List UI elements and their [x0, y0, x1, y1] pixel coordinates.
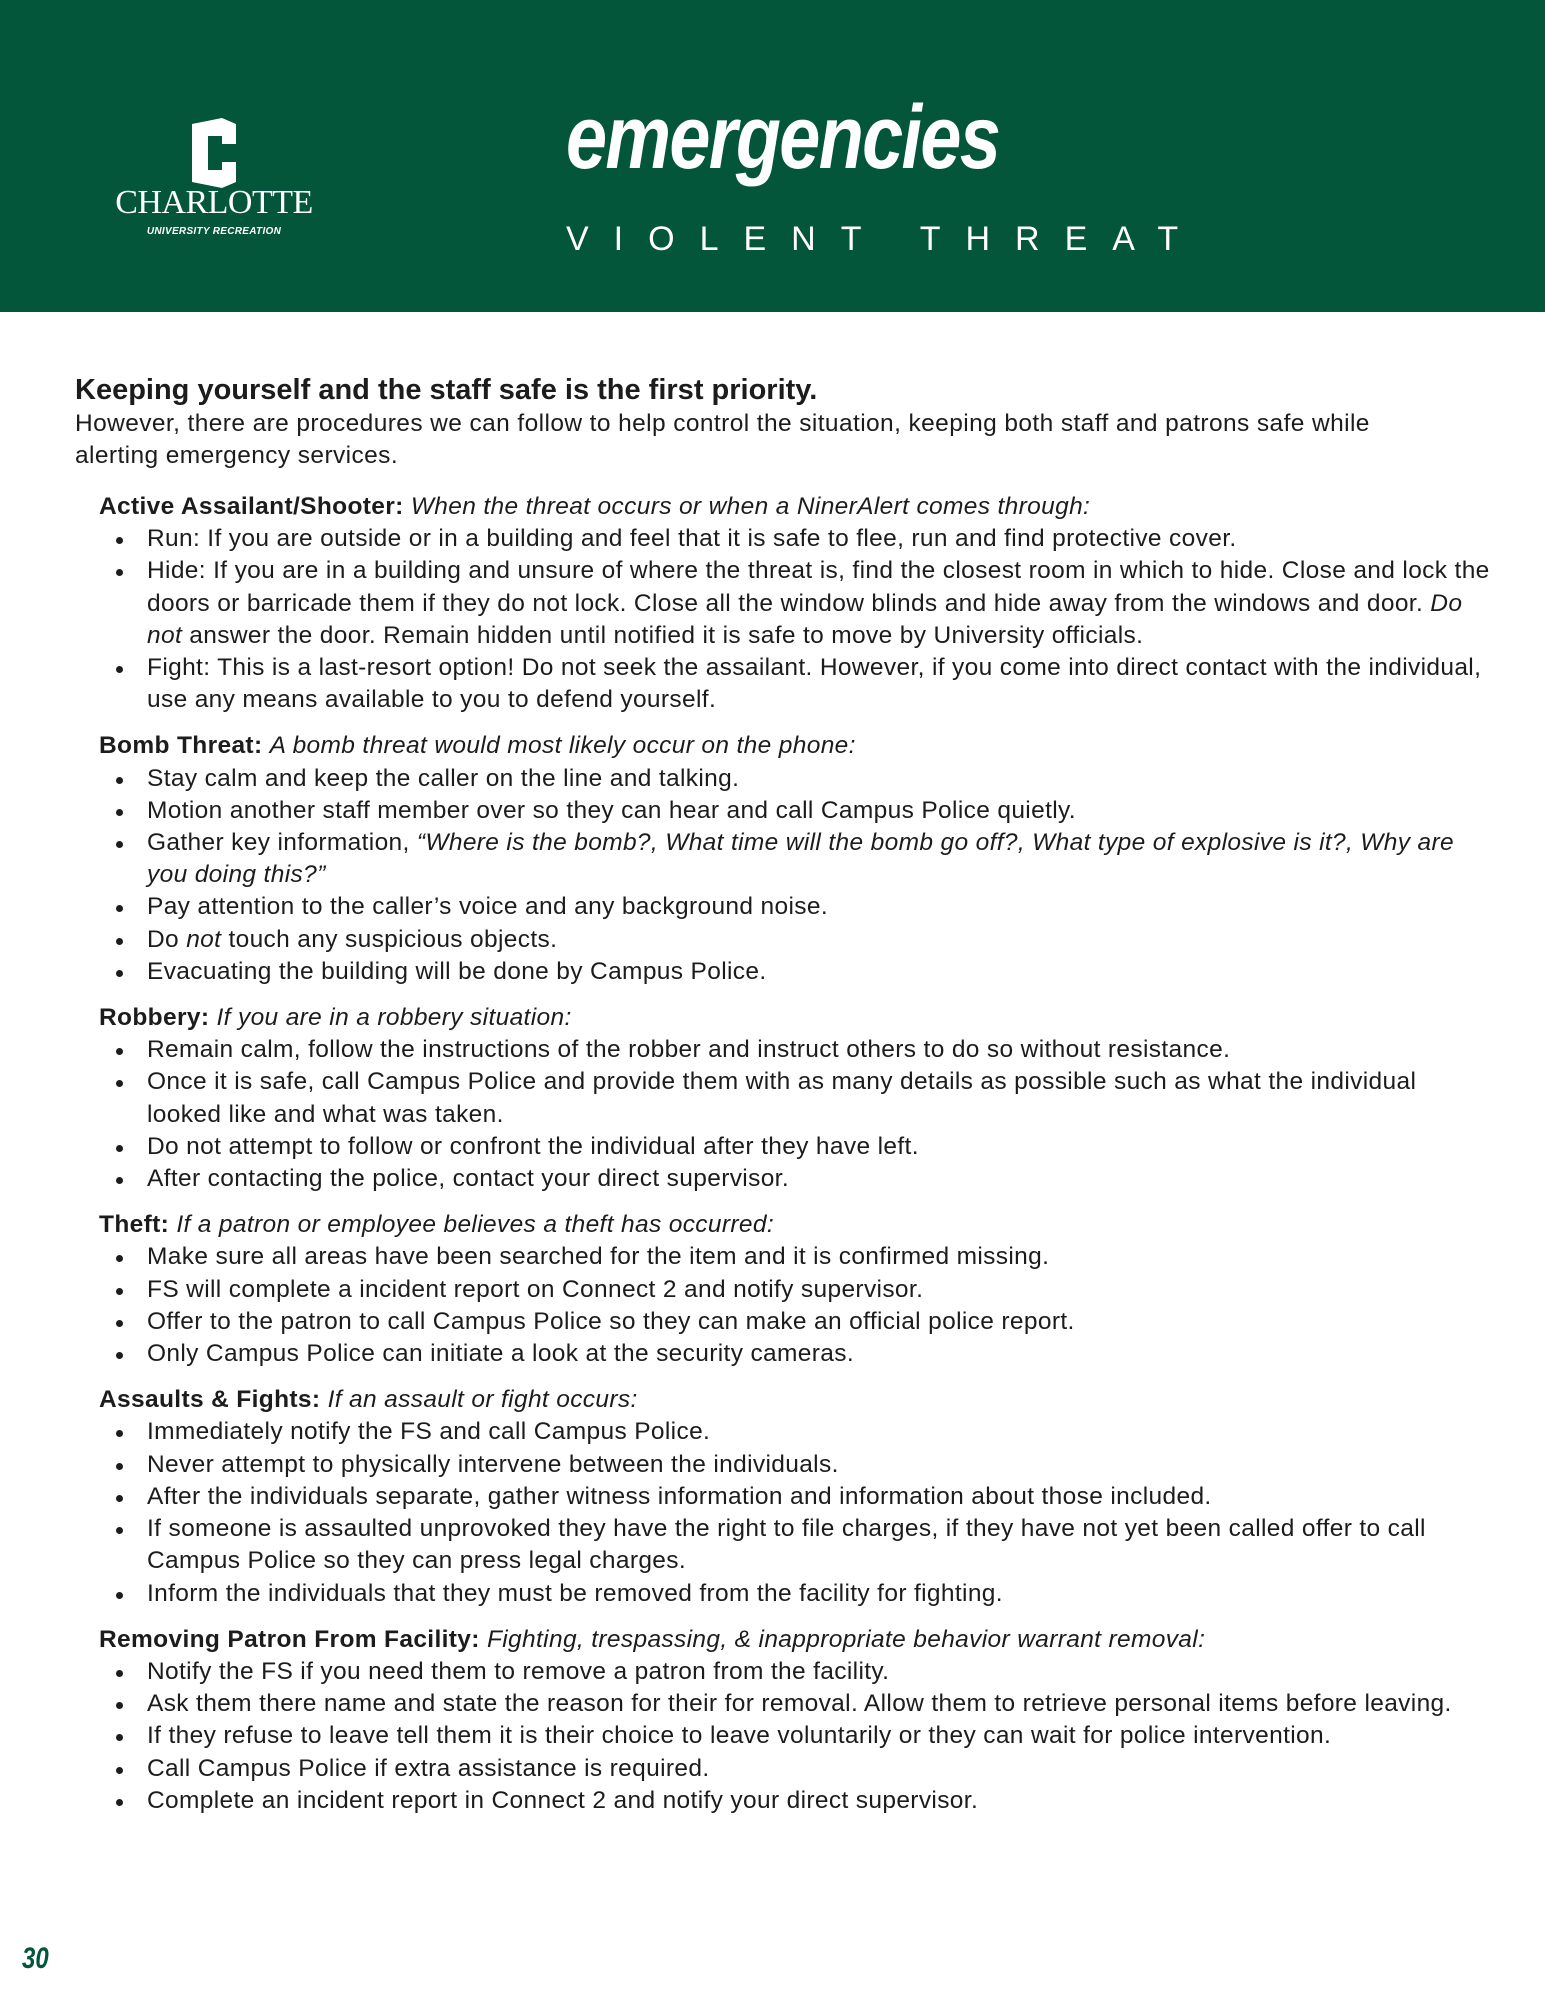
charlotte-logo — [98, 118, 330, 243]
intro-heading: Keeping yourself and the staff safe is the first priority. — [75, 374, 818, 406]
section-header — [99, 730, 1495, 762]
list-item-text: Stay calm and keep the caller on the line and talking. — [147, 764, 740, 792]
section — [99, 491, 1495, 716]
list-item — [99, 1688, 1495, 1720]
list-item — [99, 1163, 1495, 1195]
section-subtitle: If an assault or fight occurs: — [327, 1386, 638, 1414]
list-item — [99, 924, 1495, 956]
section-header — [99, 1384, 1495, 1416]
list-item-text: Remain calm, follow the instructions of the robber and instruct others to do so without resistance. — [147, 1036, 1231, 1064]
bullet-list — [99, 1416, 1495, 1609]
list-item-text: Complete an incident report in Connect 2 and notify your direct supervisor. — [147, 1786, 979, 1814]
list-item-text: Make sure all areas have been searched for the item and it is confirmed missing. — [147, 1243, 1050, 1271]
list-item — [99, 763, 1495, 795]
list-item-text: Ask them there name and state the reason for their for removal. Allow them to retrieve personal items before leaving. — [147, 1690, 1452, 1718]
page-subtitle: VIOLENT THREAT — [566, 220, 1204, 258]
emphasis-text: Do not — [147, 589, 1463, 649]
list-item — [99, 1720, 1495, 1752]
list-item-text: Call Campus Police if extra assistance is required. — [147, 1754, 710, 1782]
list-item-text: touch any suspicious objects. — [221, 925, 558, 953]
list-item-text: Notify the FS if you need them to remove a patron from the facility. — [147, 1657, 890, 1685]
bullet-list — [99, 523, 1495, 716]
header-banner — [0, 0, 1545, 312]
list-item-text: answer the door. Remain hidden until notified it is safe to move by University officials. — [182, 621, 1144, 649]
sections-container — [75, 491, 1495, 1817]
list-item-text: Evacuating the building will be done by Campus Police. — [147, 957, 767, 985]
list-item — [99, 1656, 1495, 1688]
emphasis-text: “Where is the bomb?, What time will the bomb go off?, What type of explosive is it?, Why are you doing this?” — [147, 829, 1454, 889]
list-item-text: Motion another staff member over so they can hear and call Campus Police quietly. — [147, 796, 1076, 824]
list-item — [99, 1513, 1495, 1577]
page-title: emergencies — [566, 88, 1000, 188]
list-item-text: Inform the individuals that they must be removed from the facility for fighting. — [147, 1579, 1003, 1607]
page-number: 30 — [22, 1942, 49, 1975]
bullet-list — [99, 763, 1495, 988]
section-subtitle: If you are in a robbery situation: — [216, 1004, 572, 1032]
section-subtitle: Fighting, trespassing, & inappropriate behavior warrant removal: — [486, 1625, 1206, 1653]
list-item-text: Offer to the patron to call Campus Police so they can make an official police report. — [147, 1307, 1075, 1335]
section-title: Assaults & Fights: — [99, 1386, 321, 1414]
list-item — [99, 652, 1495, 716]
list-item-text: Only Campus Police can initiate a look at the security cameras. — [147, 1340, 854, 1368]
section-header — [99, 491, 1495, 523]
list-item-text: After contacting the police, contact your direct supervisor. — [147, 1165, 789, 1193]
emphasis-text: not — [186, 925, 222, 953]
bullet-list — [99, 1034, 1495, 1195]
intro-text: However, there are procedures we can follow to help control the situation, keeping both staff and patrons safe while alerting emergency services. — [75, 410, 1370, 469]
main-content — [75, 372, 1495, 1831]
logo-subtitle: UNIVERSITY RECREATION — [146, 226, 282, 237]
charlotte-c-logo-icon — [184, 118, 240, 188]
list-item — [99, 555, 1495, 652]
section — [99, 1624, 1495, 1817]
list-item-text: FS will complete a incident report on Connect 2 and notify supervisor. — [147, 1275, 924, 1303]
list-item-text: Fight: This is a last-resort option! Do not seek the assailant. However, if you come into direct contact with the individual, use any means available to you to defend yourself. — [147, 654, 1482, 714]
bullet-list — [99, 1656, 1495, 1817]
list-item — [99, 956, 1495, 988]
list-item-text: Immediately notify the FS and call Campus Police. — [147, 1418, 711, 1446]
list-item — [99, 1306, 1495, 1338]
list-item-text: If someone is assaulted unprovoked they have the right to file charges, if they have not yet been called offer to call Campus Police so they can press legal charges. — [147, 1515, 1426, 1575]
section — [99, 730, 1495, 988]
section-header — [99, 1209, 1495, 1241]
section — [99, 1209, 1495, 1370]
bullet-list — [99, 1241, 1495, 1370]
list-item-text: Never attempt to physically intervene between the individuals. — [147, 1450, 839, 1478]
list-item — [99, 1785, 1495, 1817]
section-subtitle: When the threat occurs or when a NinerAlert comes through: — [410, 493, 1091, 520]
list-item — [99, 1578, 1495, 1610]
list-item — [99, 1338, 1495, 1370]
section-subtitle: If a patron or employee believes a theft has occurred: — [176, 1211, 775, 1239]
list-item — [99, 891, 1495, 923]
list-item — [99, 827, 1495, 891]
section-header — [99, 1624, 1495, 1656]
section — [99, 1384, 1495, 1609]
section-title: Robbery: — [99, 1004, 210, 1032]
list-item — [99, 1481, 1495, 1513]
list-item-text: After the individuals separate, gather witness information and information about those included. — [147, 1482, 1212, 1510]
list-item-text: Do not attempt to follow or confront the individual after they have left. — [147, 1132, 919, 1160]
list-item-text: Once it is safe, call Campus Police and provide them with as many details as possible such as what the individual looked like and what was taken. — [147, 1068, 1417, 1128]
list-item — [99, 1034, 1495, 1066]
list-item — [99, 795, 1495, 827]
section-title: Theft: — [99, 1211, 170, 1239]
list-item — [99, 1066, 1495, 1130]
section-title: Removing Patron From Facility: — [99, 1625, 480, 1653]
list-item-text: If they refuse to leave tell them it is their choice to leave voluntarily or they can wait for police intervention. — [147, 1722, 1332, 1750]
list-item — [99, 1416, 1495, 1448]
section — [99, 1002, 1495, 1195]
list-item — [99, 1753, 1495, 1785]
list-item-text: Hide: If you are in a building and unsure of where the threat is, find the closest room in which to hide. Close and lock the doors or barricade them if they do not lock. Close all the window blinds and hide away from the windows and door. — [147, 557, 1490, 617]
list-item — [99, 1131, 1495, 1163]
section-subtitle: A bomb threat would most likely occur on the phone: — [269, 732, 856, 760]
list-item-text: Gather key information, — [147, 829, 417, 857]
list-item — [99, 1241, 1495, 1273]
section-header — [99, 1002, 1495, 1034]
list-item — [99, 1449, 1495, 1481]
list-item-text: Do — [147, 925, 187, 953]
list-item — [99, 523, 1495, 555]
section-title: Active Assailant/Shooter: — [99, 493, 404, 520]
list-item-text: Run: If you are outside or in a building and feel that it is safe to flee, run and find protective cover. — [147, 525, 1237, 553]
list-item-text: Pay attention to the caller’s voice and any background noise. — [147, 893, 829, 921]
list-item — [99, 1274, 1495, 1306]
section-title: Bomb Threat: — [99, 732, 263, 760]
logo-wordmark: CHARLOTTE — [115, 184, 313, 221]
